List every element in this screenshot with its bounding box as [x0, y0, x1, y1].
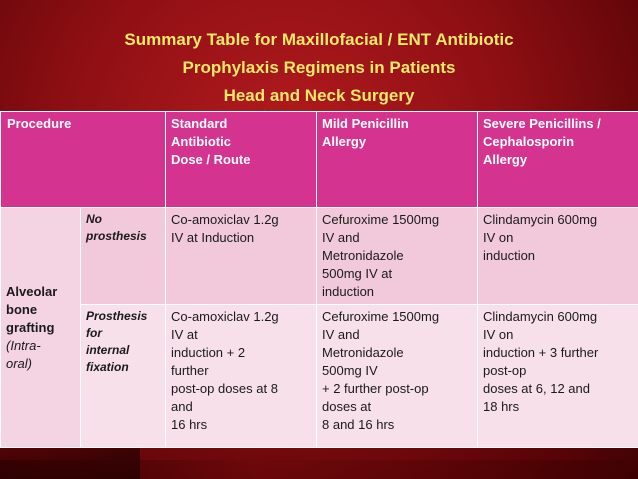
severe-allergy-cell: Clindamycin 600mg IV on induction — [478, 208, 638, 305]
mild-allergy-cell: Cefuroxime 1500mg IV and Metronidazole 500mg IV + 2 further post-op doses at 8 and 16 hrs — [317, 305, 478, 448]
title-line-2: Prophylaxis Regimens in Patients — [182, 58, 456, 77]
procedure-cell: Alveolar bone grafting (Intra- oral) — [1, 208, 81, 448]
subtype-cell: Prosthesis for internal fixation — [81, 305, 166, 448]
antibiotic-summary-table — [0, 111, 638, 448]
standard-cell: Co-amoxiclav 1.2g IV at induction + 2 further post-op doses at 8 and 16 hrs — [166, 305, 317, 448]
table-row — [1, 208, 638, 305]
table-row — [1, 305, 638, 448]
header-severe-allergy: Severe Penicillins / Cephalosporin Allergy — [478, 112, 638, 208]
header-procedure: Procedure — [1, 112, 166, 208]
header-standard: Standard Antibiotic Dose / Route — [166, 112, 317, 208]
severe-allergy-cell: Clindamycin 600mg IV on induction + 3 further post-op doses at 6, 12 and 18 hrs — [478, 305, 638, 448]
footer-decoration-bar — [0, 460, 638, 479]
slide-title — [0, 26, 638, 110]
standard-cell: Co-amoxiclav 1.2g IV at Induction — [166, 208, 317, 305]
subtype-cell: No prosthesis — [81, 208, 166, 305]
title-line-3: Head and Neck Surgery — [223, 86, 415, 105]
title-line-1: Summary Table for Maxillofacial / ENT Antibiotic — [124, 30, 514, 49]
header-mild-allergy: Mild Penicillin Allergy — [317, 112, 478, 208]
mild-allergy-cell: Cefuroxime 1500mg IV and Metronidazole 500mg IV at induction — [317, 208, 478, 305]
